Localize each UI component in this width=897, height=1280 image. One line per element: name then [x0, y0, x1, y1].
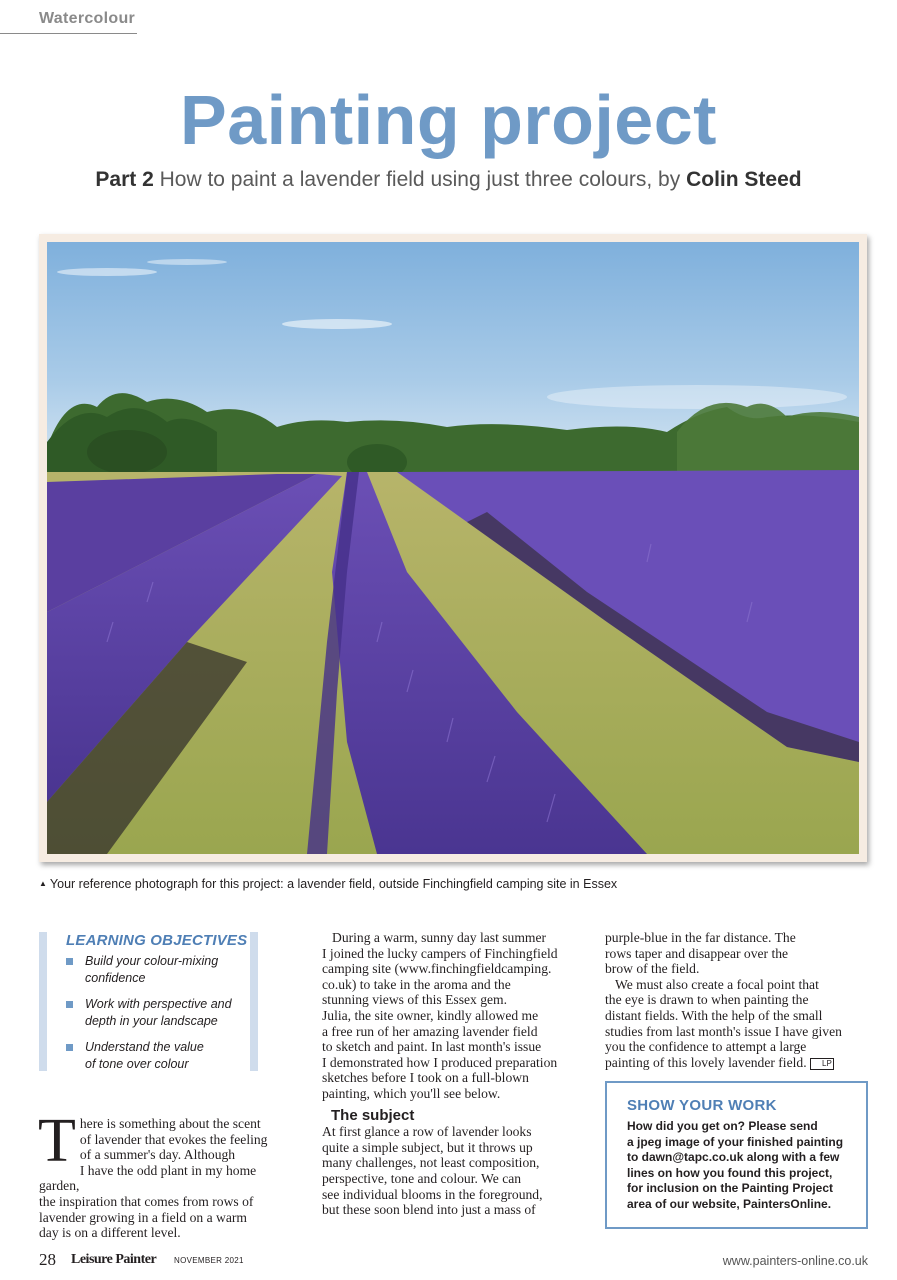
objective-item	[66, 996, 250, 1030]
objectives-list	[66, 953, 250, 1073]
objective-line: Build your colour-mixing	[85, 954, 219, 968]
text-line: here is something about the scent	[79, 1116, 261, 1131]
objective-line: of tone over colour	[85, 1057, 189, 1071]
square-bullet-icon	[66, 1001, 73, 1008]
paragraph	[322, 930, 590, 1102]
subtitle-text: How to paint a lavender field using just three colours, by	[153, 168, 687, 191]
objectives-title: LEARNING OBJECTIVES	[66, 932, 248, 949]
text-line: painting, which you'll see below.	[322, 1085, 501, 1101]
learning-objectives-box	[39, 932, 258, 1071]
drop-cap: T	[38, 1107, 76, 1175]
text-line: the eye is drawn to when painting the	[605, 992, 809, 1008]
text-line: quite a simple subject, but it throws up	[322, 1139, 533, 1155]
magazine-logo: Leisure Painter	[71, 1252, 157, 1267]
objective-line: confidence	[85, 971, 146, 985]
text-line: How did you get on? Please send	[627, 1119, 818, 1133]
body-column-3	[605, 930, 873, 1070]
objective-item	[66, 1039, 250, 1073]
square-bullet-icon	[66, 958, 73, 965]
issue-date: NOVEMBER 2021	[174, 1256, 244, 1265]
triangle-up-icon: ▲	[39, 879, 47, 888]
show-your-work-box	[605, 1081, 868, 1229]
text-line: of a summer's day. Although	[79, 1147, 236, 1163]
show-your-work-body	[627, 1119, 856, 1213]
objective-item	[66, 953, 250, 987]
caption-text: Your reference photograph for this project: a lavender field, outside Finchingfield camping site in Essex	[49, 877, 618, 891]
text-line: brow of the field.	[605, 961, 700, 977]
text-line: rows taper and disappear over the	[605, 945, 789, 961]
lavender-field-photo	[47, 242, 859, 854]
paragraph	[605, 977, 873, 1071]
text-line: you the confidence to attempt a large	[605, 1039, 807, 1055]
text-line: distant fields. With the help of the small	[605, 1007, 823, 1023]
body-column-2	[322, 930, 590, 1218]
paragraph	[605, 930, 873, 977]
text-line: co.uk) to take in the aroma and the	[322, 976, 511, 992]
text-line: studies from last month's issue I have given	[605, 1023, 842, 1039]
page-title: Painting project	[180, 81, 717, 159]
text-line: many challenges, not least composition,	[322, 1155, 540, 1171]
text-line: stunning views of this Essex gem.	[322, 992, 508, 1008]
text-line: but these soon blend into just a mass of	[322, 1202, 536, 1218]
end-mark-icon: LP	[810, 1058, 834, 1070]
objective-line: depth in your landscape	[85, 1014, 218, 1028]
text-line: for inclusion on the Painting Project	[627, 1181, 834, 1196]
text-line: to dawn@tapc.co.uk along with a few	[627, 1150, 840, 1165]
page-number: 28	[39, 1250, 56, 1269]
page-footer	[39, 1250, 868, 1270]
text-line: Julia, the site owner, kindly allowed me	[322, 1007, 539, 1023]
text-line: At first glance a row of lavender looks	[322, 1124, 532, 1140]
photo-frame	[39, 234, 867, 862]
text-line: sketches before I took on a full-blown	[322, 1070, 529, 1086]
text-line: of lavender that evokes the feeling	[79, 1131, 268, 1147]
subtitle-author: Colin Steed	[686, 168, 802, 191]
square-bullet-icon	[66, 1044, 73, 1051]
objective-line: Understand the value	[85, 1040, 204, 1054]
text-line: We must also create a focal point that	[615, 976, 819, 992]
objective-line: Work with perspective and	[85, 997, 232, 1011]
subheading-the-subject: The subject	[331, 1106, 415, 1124]
section-tag	[0, 8, 137, 34]
photo-caption	[39, 877, 617, 891]
text-line: perspective, tone and colour. We can	[322, 1170, 522, 1186]
website-link[interactable]: www.painters-online.co.uk	[722, 1254, 868, 1268]
subtitle	[0, 168, 897, 192]
text-line: painting of this lovely lavender field.	[605, 1054, 810, 1070]
text-line: see individual blooms in the foreground,	[322, 1186, 543, 1202]
text-line: a free run of her amazing lavender field	[322, 1023, 538, 1039]
text-line: During a warm, sunny day last summer	[332, 930, 547, 945]
paragraph	[322, 1124, 590, 1218]
show-your-work-title: SHOW YOUR WORK	[627, 1097, 777, 1114]
text-line: I have the odd plant in my home garden,	[39, 1162, 257, 1194]
text-line: camping site (www.finchingfieldcamping.	[322, 961, 552, 977]
text-line: the inspiration that comes from rows of	[39, 1193, 254, 1209]
text-line: lines on how you found this project,	[627, 1165, 833, 1180]
text-line: a jpeg image of your finished painting	[627, 1134, 844, 1149]
section-tag-label: Watercolour	[39, 10, 136, 27]
text-line: I demonstrated how I produced preparation	[322, 1054, 558, 1070]
text-line: to sketch and paint. In last month's issue	[322, 1039, 542, 1055]
text-line: day is on a different level.	[39, 1225, 181, 1241]
text-line: I joined the lucky campers of Finchingfield	[322, 945, 558, 961]
text-line: purple-blue in the far distance. The	[605, 930, 796, 945]
intro-column	[38, 1107, 291, 1241]
text-line: area of our website, PaintersOnline.	[627, 1196, 832, 1211]
photo-illustration	[47, 242, 859, 854]
subtitle-part: Part 2	[95, 168, 154, 191]
text-line: lavender growing in a field on a warm	[39, 1209, 247, 1225]
